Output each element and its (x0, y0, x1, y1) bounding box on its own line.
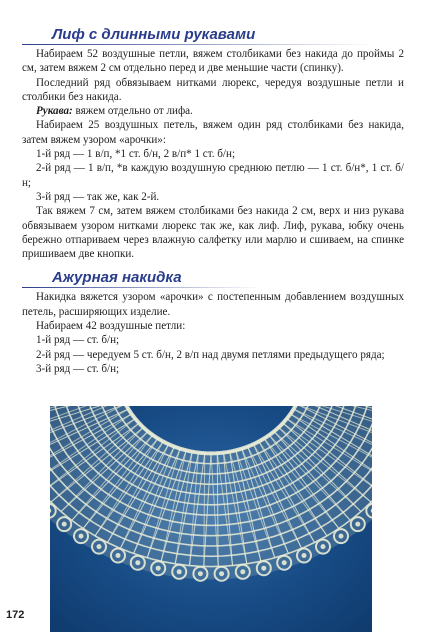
section-bodice (22, 26, 404, 261)
pattern-row: 2-й ряд — чередуем 5 ст. б/н, 2 в/п над двумя петлями предыдущего ряда; (36, 348, 385, 361)
paragraph: Последний ряд обвязываем нитками люрекс, чередуя воздушные петли и столбики без накида. (22, 76, 404, 103)
paragraph: Набираем 52 воздушные петли, вяжем столбиками без накида до проймы 2 см, затем вяжем 2 см отдельно перед и две меньшие части (спинку). (22, 48, 404, 75)
text-column (22, 26, 404, 376)
pattern-row: 3-й ряд — так же, как 2-й. (36, 190, 160, 203)
section-cape (22, 269, 404, 376)
paragraph: Набираем 42 воздушные петли: (36, 320, 186, 333)
section-title-bodice: Лиф с длинными рукавами (52, 26, 256, 43)
page-number: 172 (6, 609, 25, 621)
term-sleeves: Рукава: (36, 105, 73, 118)
section-title-cape: Ажурная накидка (52, 269, 182, 287)
pattern-row: 1-й ряд — 1 в/п, *1 ст. б/н, 2 в/п* 1 ст. б/н; (36, 148, 236, 161)
paragraph: Набираем 25 воздушных петель, вяжем один ряд столбиками без накида, затем вяжем узором «арочки»: (22, 119, 404, 146)
paragraph-sleeves (22, 104, 404, 118)
paragraph-text: вяжем отдельно от лифа. (72, 105, 193, 118)
pattern-row: 1-й ряд — ст. б/н; (36, 334, 120, 347)
paragraph: Так вяжем 7 см, затем вяжем столбиками без накида 2 см, верх и низ рукава обвязываем узором нитками люрекс так же, как лиф. Лиф, рукава, юбку очень бережно отпариваем через влажную салфетку или марлю и сшиваем, на спинке пришиваем две кнопки. (22, 205, 404, 261)
lace-collar-image (50, 406, 372, 632)
pattern-row: 3-й ряд — ст. б/н; (36, 362, 120, 375)
paragraph: Накидка вяжется узором «арочки» с постепенным добавлением воздушных петель, расширяющих изделие. (22, 291, 404, 318)
lace-collar-photo (50, 406, 372, 632)
pattern-row: 2-й ряд — 1 в/п, *в каждую воздушную среднюю петлю — 1 ст. б/н*, 1 ст. б/н; (22, 162, 404, 189)
